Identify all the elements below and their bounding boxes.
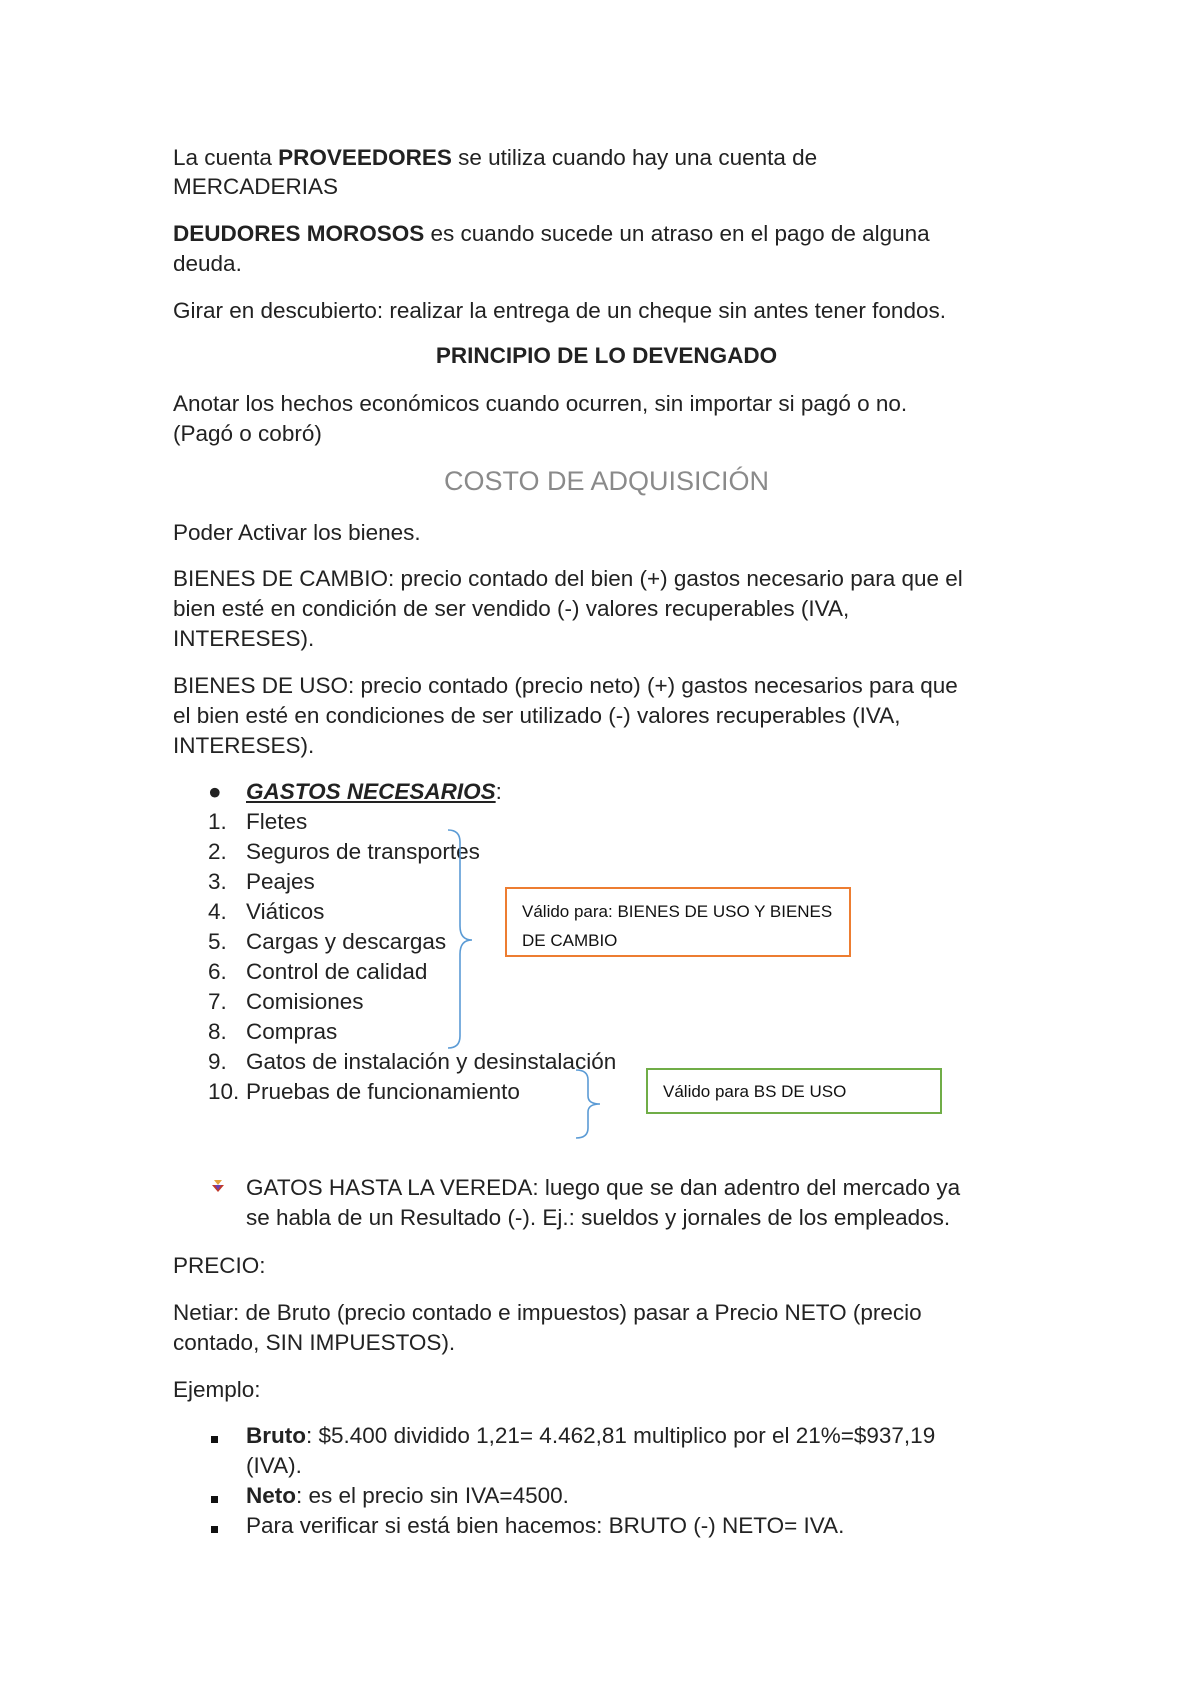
bold-term: Bruto xyxy=(246,1423,306,1448)
heading-principio xyxy=(173,341,1040,371)
list-item: Viáticos xyxy=(246,899,325,924)
square-bullet-icon xyxy=(211,1481,218,1511)
right-brace-icon xyxy=(574,1068,604,1140)
gastos-title xyxy=(246,777,502,807)
bruto-line-1 xyxy=(246,1421,935,1451)
square-bullet-icon xyxy=(211,1421,218,1451)
list-number: 6. xyxy=(208,959,227,984)
text: es cuando sucede un atraso en el pago de alguna xyxy=(424,221,930,246)
paragraph-bienes-uso-2: el bien esté en condiciones de ser utilizado (-) valores recuperables (IVA, xyxy=(173,703,901,728)
list-item: Peajes xyxy=(246,869,315,894)
note-line: Válido para BS DE USO xyxy=(663,1082,847,1101)
list-number: 2. xyxy=(208,839,227,864)
netiar-line-1: Netiar: de Bruto (precio contado e impuestos) pasar a Precio NETO (precio xyxy=(173,1300,922,1325)
note-line: Válido para: BIENES DE USO Y BIENES xyxy=(522,902,833,921)
note-line: DE CAMBIO xyxy=(522,931,618,950)
list-number: 8. xyxy=(208,1019,227,1044)
paragraph-bienes-cambio-2: bien esté en condición de ser vendido (-) valores recuperables (IVA, xyxy=(173,596,850,621)
bullet-dot: ● xyxy=(208,779,222,804)
note-box-bs-uso xyxy=(646,1068,942,1114)
vereda-line-2: se habla de un Resultado (-). Ej.: sueldos y jornales de los empleados. xyxy=(246,1205,951,1230)
list-number: 10. xyxy=(208,1079,240,1104)
arrow-bullet-icon xyxy=(210,1178,226,1194)
square-bullet-icon xyxy=(211,1511,218,1541)
verificar-line: Para verificar si está bien hacemos: BRUTO (-) NETO= IVA. xyxy=(246,1513,845,1538)
paragraph-deudores xyxy=(173,219,1043,249)
text: La cuenta xyxy=(173,145,279,170)
list-number: 1. xyxy=(208,809,227,834)
note-box-bienes xyxy=(505,887,851,957)
neto-line xyxy=(246,1481,569,1511)
list-item: Pruebas de funcionamiento xyxy=(246,1079,520,1104)
paragraph-proveedores xyxy=(173,143,1043,173)
paragraph-girar: Girar en descubierto: realizar la entrega de un cheque sin antes tener fondos. xyxy=(173,298,946,323)
paragraph-proveedores-cont: MERCADERIAS xyxy=(173,174,339,199)
paragraph-deudores-cont: deuda. xyxy=(173,251,242,276)
list-item: Compras xyxy=(246,1019,338,1044)
list-item: Comisiones xyxy=(246,989,364,1014)
list-item: Gatos de instalación y desinstalación xyxy=(246,1049,617,1074)
list-number: 7. xyxy=(208,989,227,1014)
vereda-line-1: GATOS HASTA LA VEREDA: luego que se dan adentro del mercado ya xyxy=(246,1175,961,1200)
netiar-line-2: contado, SIN IMPUESTOS). xyxy=(173,1330,456,1355)
paragraph-bienes-cambio-1: BIENES DE CAMBIO: precio contado del bien (+) gastos necesario para que el xyxy=(173,566,963,591)
list-number: 4. xyxy=(208,899,227,924)
paragraph-bienes-uso-3: INTERESES). xyxy=(173,733,315,758)
colon: : xyxy=(495,779,502,804)
right-brace-icon xyxy=(446,828,476,1050)
list-item: Seguros de transportes xyxy=(246,839,480,864)
bold-term: PROVEEDORES xyxy=(278,145,452,170)
list-item: Fletes xyxy=(246,809,308,834)
text: se utiliza cuando hay una cuenta de xyxy=(451,145,818,170)
ejemplo-label: Ejemplo: xyxy=(173,1377,261,1402)
bruto-line-2: (IVA). xyxy=(246,1453,302,1478)
list-number: 9. xyxy=(208,1049,227,1074)
bold-term: DEUDORES MOROSOS xyxy=(173,221,425,246)
list-item: Cargas y descargas xyxy=(246,929,447,954)
text: : es el precio sin IVA=4500. xyxy=(296,1483,569,1508)
heading-costo: COSTO DE ADQUISICIÓN xyxy=(443,466,770,496)
list-number: 5. xyxy=(208,929,227,954)
list-item: Control de calidad xyxy=(246,959,428,984)
bold-term: Neto xyxy=(246,1483,296,1508)
list-number: 3. xyxy=(208,869,227,894)
paragraph-anotar-cont: (Pagó o cobró) xyxy=(173,421,322,446)
paragraph-activar: Poder Activar los bienes. xyxy=(173,520,421,545)
text: : $5.400 dividido 1,21= 4.462,81 multiplico por el 21%=$937,19 xyxy=(306,1423,936,1448)
paragraph-anotar: Anotar los hechos económicos cuando ocurren, sin importar si pagó o no. xyxy=(173,391,908,416)
paragraph-bienes-cambio-3: INTERESES). xyxy=(173,626,315,651)
precio-label: PRECIO: xyxy=(173,1253,266,1278)
heading-text: PRINCIPIO DE LO DEVENGADO xyxy=(435,343,778,368)
paragraph-bienes-uso-1: BIENES DE USO: precio contado (precio neto) (+) gastos necesarios para que xyxy=(173,673,958,698)
gastos-title-text: GASTOS NECESARIOS xyxy=(246,779,496,804)
